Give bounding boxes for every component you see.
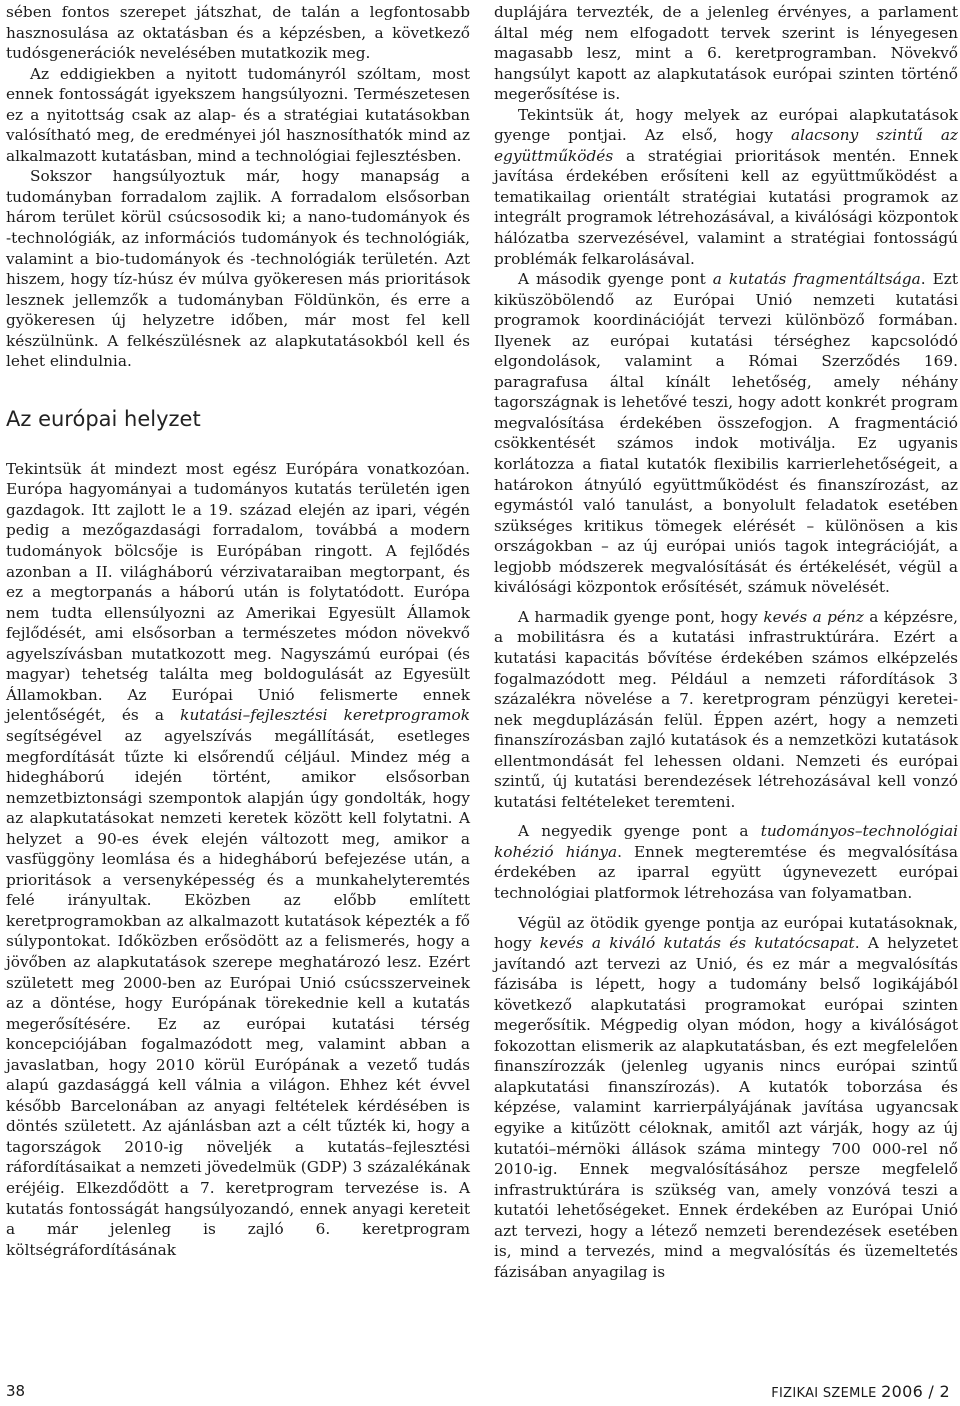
emphasis-text: kevés a pénz: [763, 607, 864, 626]
emphasis-text: kutatási–fejlesztési keretprogramok: [180, 706, 470, 725]
text-run: Tekintsük át, hogy melyek az európai alapkutatások gyenge pontjai. Az első, hogy: [494, 105, 958, 145]
journal-footer: [771, 1382, 950, 1401]
issue-number: 2006 / 2: [881, 1382, 950, 1401]
text-run: A második gyenge pont: [518, 270, 713, 289]
paragraph: [494, 269, 958, 598]
text-run: . A helyzetet javítandó azt tervezi az Unió, és ez már a megvalósítás fázisába is lépett, hogy a tudomány belső logikájából következő alapkutatási programokat európai szinten megerősítik. Mégpedig olyan módon, hogy a kiválóságot fokozottan elismerik az alapkutatásban, és ezt megfelelően finanszírozzák (jelenleg ugyanis nincs európai szintű alapkutatási finanszírozás). A kutatók toborzása és képzése, valamint karrierpályájának javítása ugyancsak egyike a kitűzött céloknak, amitől azt várják, hogy az új kutatói–mérnöki állások száma mintegy 700 000-rel nő 2010-ig. Ennek megvalósításához persze megfelelő infrastruktúrára is szükség van, amely vonzóvá teszi a kutatói lehetőségeket. Ennek érdekében az Európai Unió azt tervezi, hogy a létező nemzeti berendezések esetében is, mind a tervezés, mind a megvalósítás és üzemeltetés fázisában anyagilag is: [494, 934, 959, 1281]
left-column: [6, 2, 470, 1260]
emphasis-text: a kutatás fragmentáltsága: [712, 270, 921, 289]
emphasis-text: tudományos–technológiai kohézió hiánya: [494, 822, 958, 861]
text-run: A harmadik gyenge pont, hogy: [518, 607, 764, 626]
text-run: Végül az ötödik gyenge pontja az európai kutatásoknak, hogy: [494, 913, 958, 953]
journal-name: FIZIKAI SZEMLE: [771, 1386, 877, 1401]
paragraph: sében fontos szerepet játszhat, de talán a legfontosabb hasznosulása az oktatásban és a képzésben, a következő tudósgenerációk nevelésében mutatkozik meg.: [6, 3, 470, 63]
paragraph: [494, 105, 958, 269]
emphasis-text: alacsony szintű az együttműködés: [494, 126, 958, 165]
text-run: Tekintsük át mindezt most egész Európára vonatkozóan. Európa hagyományai a tudományos kutatás területén igen gazdagok. Itt zajlott le a 19. század elején az ipari, végén pedig a mezőgazdasági forradalom, továbbá a modern tudományok bölcsője is Európában ringott. A fejlődés azonban a II. világháború vérzivataraiban megtorpant, és ez a megtorpanás a háború után is folytatódott. Európa nem tudta ellensúlyozni az Amerikai Egyesült Államok fejlődését, ami elsősorban a természetes módon növekvő agyelszívásban mutatkozott meg. Nagyszámú európai (és magyar) tehetség találta meg boldogulását az Egyesült Államokban. Az Európai Unió felismerte ennek jelentőségét, és a: [6, 459, 470, 725]
emphasis-text: kevés a kiváló kutatás és kutatócsapat: [539, 934, 855, 953]
text-run: segítségével az agyelszívás megállítását, esetleges megfordítását tűzte ki elsőrendű céljául. Mindez még a hidegháború idején történt, amikor elsősorban nemzetbiztonsági szempontok alapján úgy gondolták, hogy az alapkutatásokat nemzeti keretek között kell folytatni. A helyzet a 90-es évek elején változott meg, amikor a vasfüggöny leomlása és a hidegháború befejezése után, a prioritások a versenyképesség és a munkahelyteremtés felé irányultak. Eközben az előbb említett keretprogramokban az alkalmazott kutatások képezték a fő súlypontokat. Időközben erősödött az a felismerés, hogy a jövőben az alapkutatások szerepe meghatározó lesz. Ezért született meg 2000-ben az Európai Unió csúcsszerveinek az a döntése, hogy Európának törekednie kell a kutatás megerősítésére. Ez az európai kutatási térség koncepciójában fogalmazódott meg, valamint abban a javaslatban, hogy 2010 körül Európának a vezető tudás alapú gazdasággá kell válnia a világon. Ehhez két évvel később Barcelonában az anyagi feltételek kérdésében is döntés született. Az ajánlásban azt a célt tűzték ki, hogy a tagországok 2010-ig növeljék a kutatás–fejlesztési ráfordításaikat a nemzeti jövedelmük (GDP) 3 százalékának eréjéig. Elkezdődött a 7. keretprogram tervezése is. A kutatás fontosságát hangsúlyozandó, ennek anyagi kereteit a már jelenleg is zajló 6. keretprogram költségráfordításának: [6, 726, 470, 1259]
paragraph: [494, 913, 958, 1283]
paragraph: duplájára tervezték, de a jelenleg érvényes, a parlament által még nem elfogadott tervek szerint is lényegesen magasabb lesz, mint a 6. keretprogramban. Növekvő hangsúlyt kapott az alapkutatások európai szinten történő megerősítése is.: [494, 3, 958, 104]
text-run: . Ennek megteremtése és megvalósítása érdekében az iparral együtt úgynevezett európai technológiai platformok létrehozása van folyamatban.: [494, 842, 959, 902]
paragraph: [494, 821, 958, 903]
text-run: a képzésre, a mobilitásra és a kutatási infrastruktúrára. Ezért a kutatási kapacitás bővítése érdekében számos elképzelés fogalmazódott meg. Például a nemzeti ráfordítások 3 százalékra növelése a 7. keretprogram pénzügyi keretei-nek megduplázásán felül. Éppen azért, hogy a nemzeti finanszírozásban zajló kutatások és a nemzetközi kutatások ellentmondását fel lehessen oldani. Nemzeti és európai szintű, új kutatási berendezések létrehozásával kell vonzó kutatási feltételeket teremteni.: [494, 607, 959, 811]
paragraph: [494, 607, 958, 812]
page-number: 38: [6, 1382, 26, 1400]
paragraph: Az eddigiekben a nyitott tudományról szóltam, most ennek fontosságát igyekszem hangsúlyozni. Természetesen ez a nyitottság csak az alap- és a stratégiai kutatásokban valósítható meg, de eredményei jól hasznosíthatók mind az alkalmazott kutatásban, mind a technológiai fejlesztésben.: [6, 64, 470, 165]
paragraph: Sokszor hangsúlyoztuk már, hogy manapság a tudományban forradalom zajlik. A forradalom elsősorban három terület körül csúcsosodik ki; a nano-tudományok és -technológiák, az információs tudományok és technológiák, valamint a bio-tudományok és -technológiák területén. Azt hiszem, hogy tíz-húsz év múlva gyökeresen más prioritások lesznek jellemzők a tudományban Földünkön, és erre a gyökeresen új helyzetre időben, már most fel kell készülnünk. A felkészülésnek az alapkutatásokból kell és lehet elindulnia.: [6, 167, 470, 371]
text-run: . Ezt kiküszöbölendő az Európai Unió nemzeti kutatási programok koordinációját tervezi különböző formában. Ilyenek az európai kutatási térséghez kapcsolódó elgondolások, valamint a Római Szerződés 169. paragrafusa által kínált lehetőség, amely néhány tagországnak is lehetővé teszi, hogy adott konkrét program megvalósítása érdekében összefogjon. A fragmentáció csökkentését számos indok motiválja. Ez ugyanis korlátozza a fiatal kutatók flexibilis karrierlehetőségeit, a határokon átnyúló együttműködést és finanszírozást, az egymástól való tanulást, a bonyolult feladatok esetében szükséges kritikus tömegek elérését – különösen a kis országokban – az új európai uniós tagok integrációját, a legjobb módszerek megvalósítását és értékelését, végül a kiválósági központok erősítését, számuk növelését.: [494, 270, 958, 597]
paragraph: [6, 459, 470, 1260]
text-run: a stratégiai prioritások mentén. Ennek javítása érdekében erősíteni kell az együttműködést a tematikailag orientált stratégiai kutatási programok az integrált programok létrehozásával, a kiválósági központok hálózatba szervezésével, valamint a stratégiai fontosságú problémák felkarolásával.: [494, 146, 958, 268]
text-run: A negyedik gyenge pont a: [518, 822, 761, 841]
right-column: [494, 2, 958, 1282]
section-heading: Az európai helyzet: [6, 406, 201, 431]
